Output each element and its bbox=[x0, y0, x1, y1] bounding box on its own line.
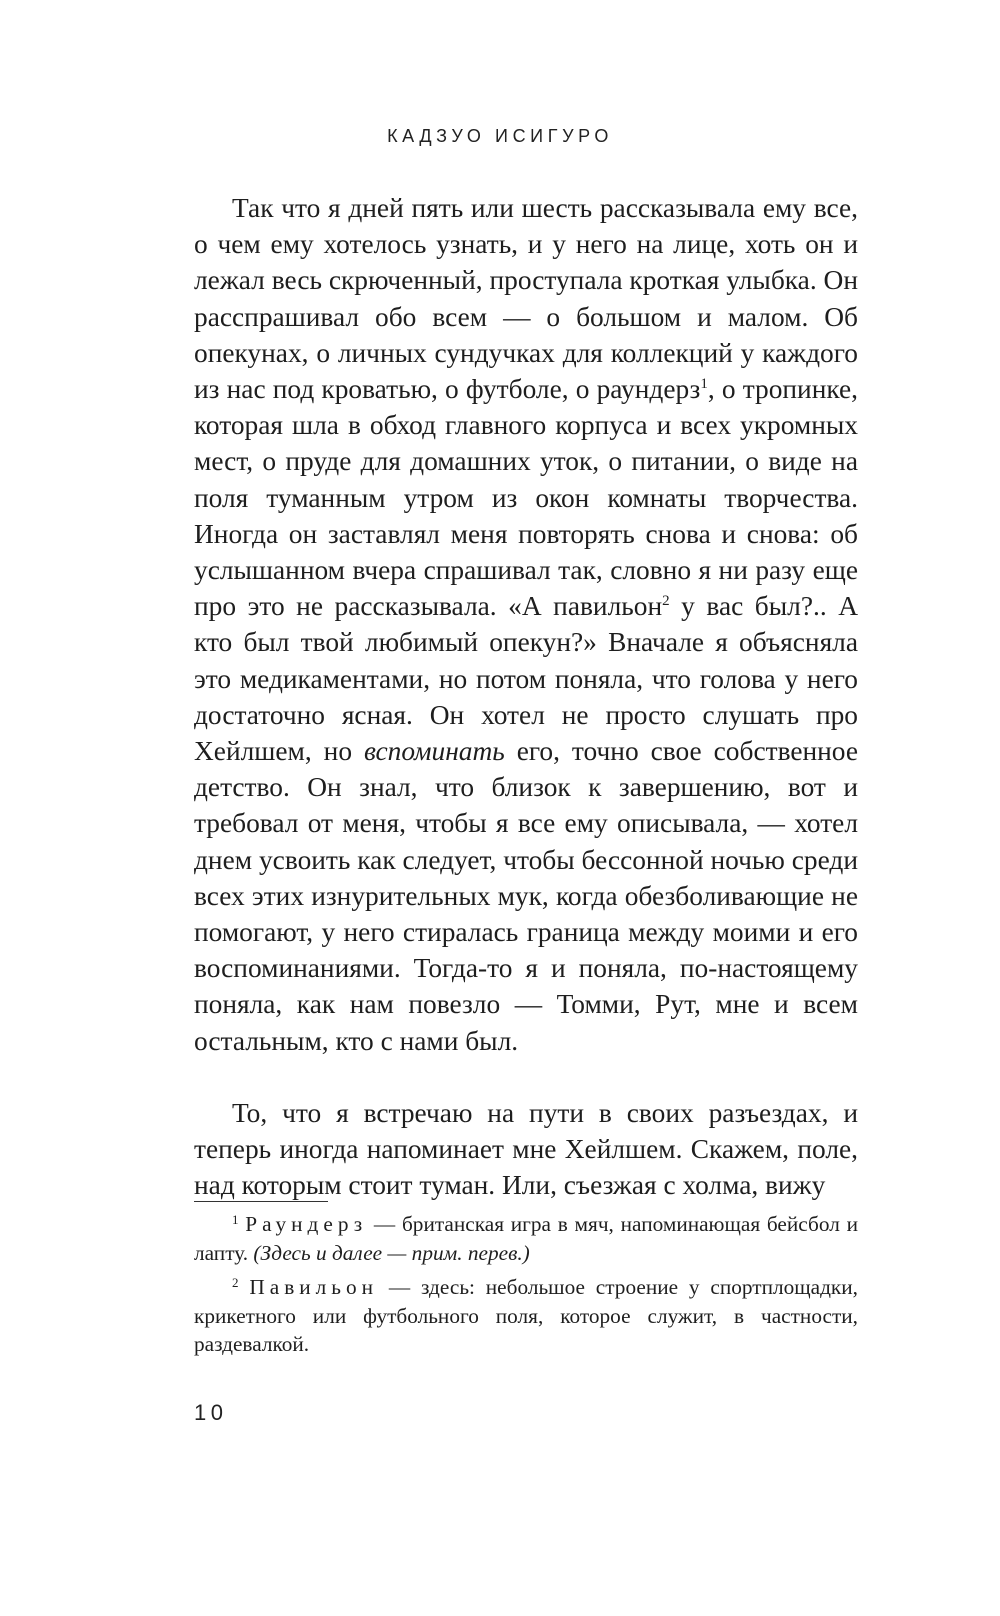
page-number: 10 bbox=[194, 1400, 228, 1425]
main-text bbox=[194, 190, 858, 1203]
footnote-1 bbox=[194, 1210, 858, 1267]
footnote-1-note: (Здесь и далее — прим. перев.) bbox=[253, 1240, 530, 1265]
footnote-ref-1: 1 bbox=[700, 376, 708, 393]
running-head-author: КАДЗУО ИСИГУРО bbox=[387, 126, 613, 146]
footnote-1-text: — британская игра в мяч, напоминающая бейсбол и лапту. bbox=[194, 1212, 858, 1265]
paragraph-1-part-a: Так что я дней пять или шесть рассказывала ему все, о чем ему хотелось узнать, и у него на лице, хоть он и лежал весь скрюченный, проступала кроткая улыбка. Он расспрашивал обо всем — о большом и малом. Об опекунах, о личных сундучках для коллекций у каждого из нас под кроватью, о футболе, о раундерз bbox=[194, 193, 858, 405]
footnote-2-text: — здесь: небольшое строение у спортплощадки, крикетного или футбольного поля, которое служит, в частности, раздевалкой. bbox=[194, 1275, 859, 1357]
paragraph-1-part-b: , о тропинке, которая шла в обход главного корпуса и всех укромных мест, о пруде для домашних уток, о питании, о виде на поля туманным утром из окон комнаты творчества. Иногда он заставлял меня повторять снова и снова: об услышанном вчера спрашивал так, словно я ни разу еще про это не рассказывала. «А павильон bbox=[194, 374, 858, 622]
footnotes bbox=[194, 1210, 858, 1365]
paragraph-1 bbox=[194, 190, 858, 1059]
footnote-2 bbox=[194, 1273, 858, 1359]
footnote-2-term: Павильон bbox=[249, 1275, 379, 1300]
footnote-1-mark: 1 bbox=[232, 1212, 239, 1227]
footnote-1-term: Раундерз bbox=[245, 1212, 368, 1236]
italic-word: вспоминать bbox=[363, 736, 505, 767]
paragraph-2: То, что я встречаю на пути в своих разъездах, и теперь иногда напоминает мне Хейлшем. Скажем, поле, над которым стоит туман. Или, съезжая с холма, вижу bbox=[194, 1097, 858, 1201]
footnote-2-mark: 2 bbox=[232, 1275, 239, 1291]
footnote-ref-2: 2 bbox=[662, 593, 670, 610]
footnote-separator bbox=[194, 1201, 328, 1202]
paragraph-1-part-c: у вас был?.. А кто был твой любимый опекун?» Вначале я объясняла это медикаментами, но потом поняла, что голова у него достаточно ясная. Он хотел не просто слушать про Хейлшем, но bbox=[194, 591, 858, 767]
paragraph-1-part-d: его, точно свое собственное детство. Он знал, что близок к завершению, вот и требовал от меня, чтобы я все ему описывала, — хотел днем усвоить как следует, чтобы бессонной ночью среди всех этих изнурительных мук, когда обезболивающие не помогают, у него стиралась граница между моими и его воспоминаниями. Тогда-то я и поняла, по-настоящему поняла, как нам повезло — Томми, Рут, мне и всем остальным, кто с нами был. bbox=[194, 736, 858, 1056]
